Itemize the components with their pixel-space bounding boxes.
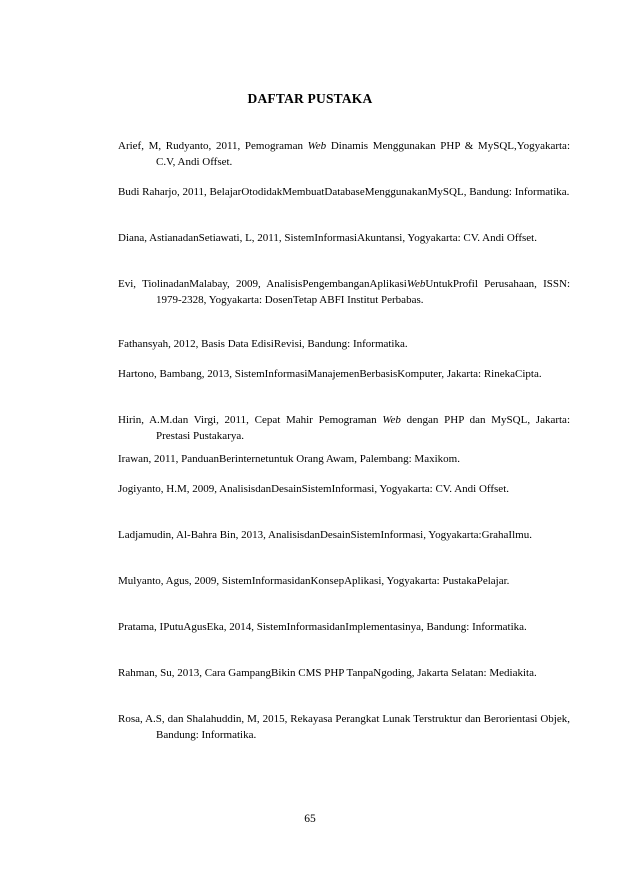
reference-text: Pratama, IPutuAgusEka, 2014, SistemInformasidanImplementasinya, Bandung: Informatika.: [118, 621, 527, 633]
reference-entry: [118, 481, 570, 497]
reference-italic-text: Web: [382, 414, 401, 426]
reference-text: Mulyanto, Agus, 2009, SistemInformasidanKonsepAplikasi, Yogyakarta: PustakaPelajar.: [118, 575, 510, 587]
reference-text: Hartono, Bambang, 2013, SistemInformasiManajemenBerbasisKomputer, Jakarta: RinekaCipta.: [118, 368, 542, 380]
reference-text: Diana, AstianadanSetiawati, L, 2011, SistemInformasiAkuntansi, Yogyakarta: CV. Andi Offset.: [118, 232, 537, 244]
reference-entry: [118, 573, 570, 589]
reference-text: Arief, M, Rudyanto, 2011, Pemograman: [118, 140, 308, 152]
reference-italic-text: Web: [406, 278, 426, 290]
reference-entry: [118, 184, 570, 200]
reference-entry: [118, 412, 570, 444]
reference-text: dengan PHP dan MySQL, Jakarta: Prestasi Pustakarya.: [156, 414, 570, 442]
reference-text: Evi, TiolinadanMalabay, 2009, AnalisisPengembanganAplikasi: [118, 278, 407, 290]
reference-entry: [118, 138, 570, 170]
reference-text: Rahman, Su, 2013, Cara GampangBikin CMS PHP TanpaNgoding, Jakarta Selatan: Mediakita.: [118, 667, 537, 679]
reference-text: Hirin, A.M.dan Virgi, 2011, Cepat Mahir Pemograman: [118, 414, 383, 426]
reference-text: Ladjamudin, Al-Bahra Bin, 2013, AnalisisdanDesainSistemInformasi, Yogyakarta:GrahaIlmu.: [118, 529, 532, 541]
reference-entry: [118, 451, 570, 467]
reference-text: Jogiyanto, H.M, 2009, AnalisisdanDesainSistemInformasi, Yogyakarta: CV. Andi Offset.: [118, 483, 509, 495]
reference-text: Irawan, 2011, PanduanBerinternetuntuk Orang Awam, Palembang: Maxikom.: [118, 453, 460, 465]
reference-entry: [118, 336, 570, 352]
reference-text: Rosa, A.S, dan Shalahuddin, M, 2015, Rekayasa Perangkat Lunak Terstruktur dan Berorientasi Objek, Bandung: Informatika.: [118, 713, 570, 741]
reference-entry: [118, 665, 570, 681]
reference-entry: [118, 527, 570, 543]
reference-entry: [118, 276, 570, 308]
reference-italic-text: Web: [307, 140, 327, 152]
reference-entry: [118, 366, 570, 382]
reference-entry: [118, 711, 570, 743]
reference-entry: [118, 619, 570, 635]
reference-text: Fathansyah, 2012, Basis Data EdisiRevisi, Bandung: Informatika.: [118, 338, 408, 350]
reference-entry: [118, 230, 570, 246]
page-title: DAFTAR PUSTAKA: [247, 91, 373, 106]
reference-text: Budi Raharjo, 2011, BelajarOtodidakMembuatDatabaseMenggunakanMySQL, Bandung: Informatika.: [118, 186, 570, 198]
reference-text: Dinamis Menggunakan PHP & MySQL,Yogyakarta: C.V, Andi Offset.: [156, 140, 570, 168]
page-number: 65: [304, 813, 316, 825]
reference-text: UntukProfil Perusahaan, ISSN: 1979-2328, Yogyakarta: DosenTetap ABFI Institut Perbabas.: [156, 278, 570, 306]
